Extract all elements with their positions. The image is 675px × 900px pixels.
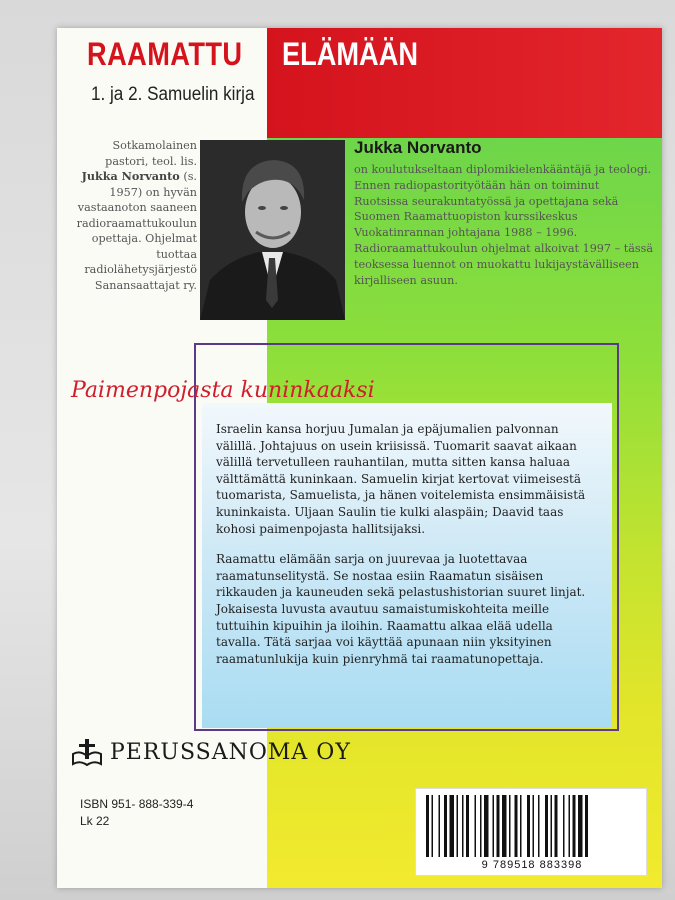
series-title-part1: RAAMATTU [87,36,243,72]
library-class: Lk 22 [80,814,110,828]
blurb-box [202,403,612,728]
publisher-name: PERUSSANOMA OY [110,739,351,765]
bio-left-suffix: (s. 1957) on hyvän vastaanoton saaneen radioraamattukoulun opettaja. Ohjelmat tuottaa radiolähetysjärjestö Sanansaattajat ry. [76,170,197,292]
author-portrait [200,140,345,320]
bio-left-prefix: Sotkamolainen pastori, teol. lis. [105,139,197,168]
isbn-block [80,796,193,830]
blurb-paragraph-1: Israelin kansa horjuu Jumalan ja epäjumalien palvonnan välillä. Johtajuus on usein kriisissä. Tuomarit saavat aikaan välillä tervetulleen rauhantilan, mutta sitten kansa haluaa välttämättä kuninkaan. Samuelin kirjat kertovat viimeisestä tuomarista, Samuelista, ja hänen voitelemista ensimmäisistä kuninkaista. Uljaan Saulin tie kulki alaspäin; Daavid taas kohosi paimenpojasta hallitsijaksi. [216,422,586,536]
book-subtitle: 1. ja 2. Samuelin kirja [91,84,255,105]
barcode-number: 9 789518 883398 [481,859,583,871]
author-name-heading: Jukka Norvanto [354,138,482,157]
book-back-cover [57,28,662,888]
barcode-bars [424,795,640,857]
barcode [415,788,647,876]
author-name-inline: Jukka Norvanto [81,169,180,183]
series-title-part2: ELÄMÄÄN [282,36,418,72]
author-bio-right: on koulutukseltaan diplomikielenkääntäjä ja teologi. Ennen radiopastorityötään hän on toiminut Ruotsissa seurakuntatyössä ja opettajana sekä Suomen Raamattuopiston kurssikeskus Vuokatinrannan johtajana 1988 – 1996. Radioraamattukoulun ohjelmat alkoivat 1997 – tässä teoksessa luennot on muokattu lukijaystävälliseen kirjalliseen asuun. [354,163,654,287]
portrait-image [200,140,345,320]
blurb-paragraph-2: Raamattu elämään sarja on juurevaa ja luotettavaa raamatunselitystä. Se nostaa esiin Raamatun sisäisen rikkauden ja kauneuden sekä pelastushistorian suuret linjat. Jokaisesta luvusta avautuu samaistumiskohteita meille tuttuihin kipuihin ja iloihin. Raamattu alkaa elää udella tavalla. Tätä sarjaa voi käyttää apunaan niin yksityinen raamatunlukija kuin pienryhmä tai raamatunopettaja. [216,552,586,666]
publisher-block [72,738,351,766]
author-bio-left [69,138,197,293]
blurb-headline: Paimenpojasta kuninkaaksi [71,378,375,403]
publisher-logo-icon [72,738,102,766]
isbn-number: ISBN 951- 888-339-4 [80,797,194,811]
